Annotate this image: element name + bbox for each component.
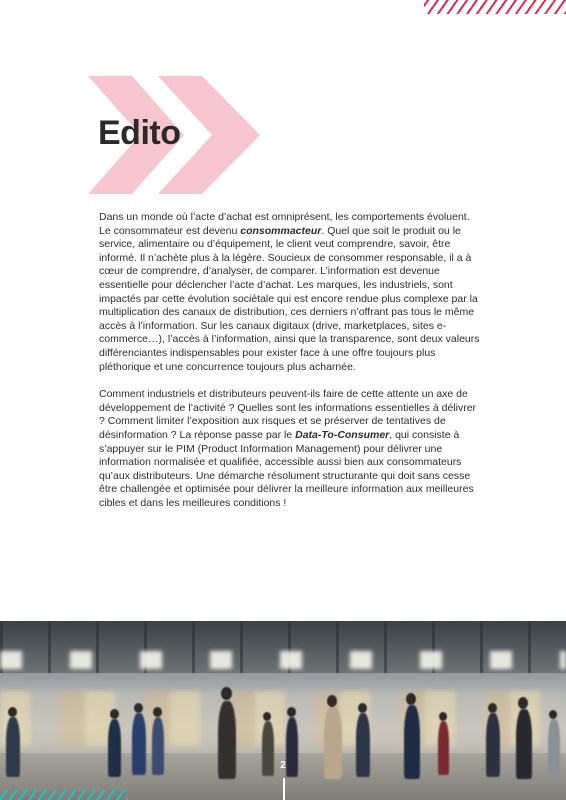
paragraph-1-text-b: . Quel que soit le produit ou le service, alimentaire ou d’équipement, le client veut comprendre, savoir, être informé. Il n’achète plus à la légère. Soucieux de consommer responsable, il a à cœur de comprendre, d’analyser, de comparer. L’information est devenue essentielle pour déclencher l’acte d’achat. Les marques, les industriels, sont impactés par cette évolution sociétale qui est encore rendue plus complexe par la multiplication des canaux de distribution, ces derniers n’offrant pas tous le même accès à l’information. Sur les canaux digitaux (drive, marketplaces, sites e-commerce…), l’accès à l’information, ainsi que la transparence, sont deux valeurs différenciantes indispensables pour exister face à une offre toujours plus pléthorique et une concurrence toujours plus acharnée.	[99, 224, 480, 373]
person-head	[263, 712, 271, 721]
emphasis-data-to-consumer: Data-To-Consumer	[295, 428, 390, 441]
page-number-divider	[283, 778, 285, 800]
person-head	[358, 703, 367, 713]
paragraph-2-text-b: , qui consiste à s’appuyer sur le PIM (Product Information Management) pour délivrer une information normalisée et qualifiée, accessible aussi bien aux consommateurs qu’aux distributeurs. Une démarche résolument structurante qui doit sans cesse être challengée et optimisée pour délivrer la meilleure information aux meilleures cibles et dans les meilleures conditions !	[99, 428, 474, 509]
person-head	[134, 703, 143, 713]
person-head	[110, 709, 119, 719]
top-stripes-decoration	[424, 0, 566, 14]
photo-storefronts	[0, 691, 566, 746]
person-head	[8, 707, 17, 717]
paragraph-1	[99, 211, 483, 374]
person-head	[549, 710, 557, 719]
paragraph-1-text-a: Dans un monde où l’acte d’achat est omniprésent, les comportements évoluent. Le consommateur est devenu	[99, 211, 470, 237]
person-head	[439, 712, 447, 721]
bottom-stripes-decoration	[0, 790, 128, 800]
paragraph-2	[99, 388, 483, 510]
page-number: 2	[280, 760, 286, 771]
article-body	[99, 211, 483, 524]
person-head	[488, 703, 497, 713]
person-head	[153, 707, 162, 717]
photo-lights	[0, 651, 566, 669]
emphasis-consommacteur: consommacteur	[240, 224, 322, 237]
person-head	[327, 695, 337, 707]
page-title: Edito	[98, 114, 181, 152]
person-head	[518, 697, 528, 709]
person-head	[221, 687, 232, 700]
crowd-photo	[0, 621, 566, 800]
paragraph-2-text-a: Comment industriels et distributeurs peuvent-ils faire de cette attente un axe de développement de l’activité ? Quelles sont les informations essentielles à délivrer ? Comment limiter l’exposition aux risques et se préserver de tentatives de désinformation ? La réponse passe par le	[99, 388, 477, 441]
person-head	[406, 693, 416, 705]
person-head	[287, 707, 296, 717]
